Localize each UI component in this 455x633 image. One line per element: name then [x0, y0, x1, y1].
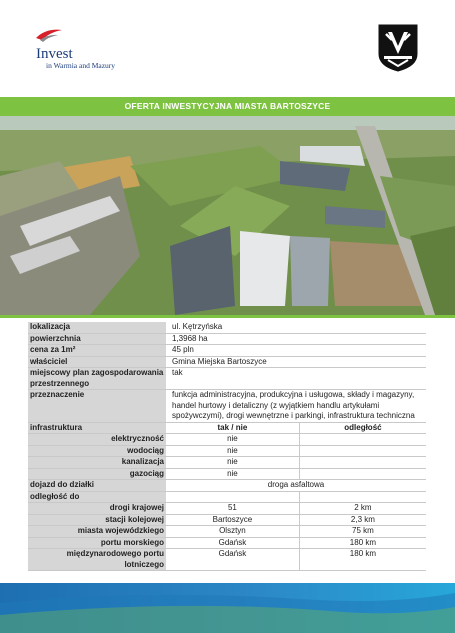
value-area: 1,3968 ha	[166, 333, 426, 345]
offer-title: OFERTA INWESTYCYJNA MIASTA BARTOSZYCE	[0, 97, 455, 116]
row-gas	[28, 468, 426, 480]
label-electricity: elektryczność	[28, 434, 166, 446]
distance-electricity	[299, 434, 426, 446]
value-railway: Bartoszyce	[166, 514, 299, 526]
distance-national-road: 2 km	[299, 503, 426, 515]
value-airport: Gdańsk	[166, 549, 299, 571]
row-plan	[28, 368, 426, 390]
row-national-road	[28, 503, 426, 515]
col-yes-no: tak / nie	[166, 422, 299, 434]
row-seaport	[28, 537, 426, 549]
label-access: dojazd do działki	[28, 480, 166, 492]
value-voivodeship-city: Olsztyn	[166, 526, 299, 538]
value-owner: Gmina Miejska Bartoszyce	[166, 356, 426, 368]
row-sewage	[28, 457, 426, 469]
invest-logo-mark-icon	[34, 26, 64, 46]
row-water	[28, 445, 426, 457]
label-owner: właściciel	[28, 356, 166, 368]
value-seaport: Gdańsk	[166, 537, 299, 549]
value-national-road: 51	[166, 503, 299, 515]
value-access: droga asfaltowa	[166, 480, 426, 492]
label-location: lokalizacja	[28, 322, 166, 333]
value-plan: tak	[166, 368, 426, 390]
col-distance: odległość	[299, 422, 426, 434]
label-sewage: kanalizacja	[28, 457, 166, 469]
label-distance: odległość do	[28, 491, 166, 503]
label-plan: miejscowy plan zagospodarowania przestrzennego	[28, 368, 166, 390]
distance-airport: 180 km	[299, 549, 426, 571]
label-gas: gazociąg	[28, 468, 166, 480]
row-voivodeship-city	[28, 526, 426, 538]
distance-water	[299, 445, 426, 457]
aerial-site-photo	[0, 116, 455, 315]
row-owner	[28, 356, 426, 368]
label-railway: stacji kolejowej	[28, 514, 166, 526]
label-infrastructure: infrastruktura	[28, 422, 166, 434]
distance-sewage	[299, 457, 426, 469]
value-gas: nie	[166, 468, 299, 480]
label-voivodeship-city: miasta wojewódzkiego	[28, 526, 166, 538]
footer-link-invest[interactable]: www.InvestInWarmiaAndMazury.pl	[26, 6, 141, 13]
label-national-road: drogi krajowej	[28, 503, 166, 515]
footer-link-bartoszyce[interactable]: www.bartoszyce.pl	[344, 5, 425, 15]
row-electricity	[28, 434, 426, 446]
value-purpose: funkcja administracyjna, produkcyjna i usługowa, składy i magazyny, handel hurtowy i detaliczny (z wyjątkiem handlu artykułami spożywczymi), drogi wewnętrzne i parkingi, infrastruktura techniczna	[166, 390, 426, 423]
label-water: wodociąg	[28, 445, 166, 457]
label-airport: międzynarodowego portu lotniczego	[28, 549, 166, 571]
value-location: ul. Kętrzyńska	[166, 322, 426, 333]
row-distance-header	[28, 491, 426, 503]
row-area	[28, 333, 426, 345]
label-price: cena za 1m²	[28, 345, 166, 357]
separator-line	[0, 315, 455, 318]
row-infrastructure-header	[28, 422, 426, 434]
row-price	[28, 345, 426, 357]
distance-railway: 2,3 km	[299, 514, 426, 526]
invest-logo	[28, 26, 138, 76]
value-electricity: nie	[166, 434, 299, 446]
label-area: powierzchnia	[28, 333, 166, 345]
distance-voivodeship-city: 75 km	[299, 526, 426, 538]
value-water: nie	[166, 445, 299, 457]
distance-gas	[299, 468, 426, 480]
offer-table	[28, 322, 426, 571]
label-purpose: przeznaczenie	[28, 390, 166, 423]
row-purpose	[28, 390, 426, 423]
row-location	[28, 322, 426, 333]
logo-title: Invest	[36, 46, 73, 62]
row-access	[28, 480, 426, 492]
value-price: 45 pln	[166, 345, 426, 357]
row-railway	[28, 514, 426, 526]
value-sewage: nie	[166, 457, 299, 469]
logo-subtitle: in Warmia and Mazury	[46, 61, 116, 70]
bartoszyce-crest-icon	[378, 24, 418, 72]
distance-seaport: 180 km	[299, 537, 426, 549]
row-airport	[28, 549, 426, 571]
label-seaport: portu morskiego	[28, 537, 166, 549]
footer-wave-icon	[0, 583, 455, 633]
